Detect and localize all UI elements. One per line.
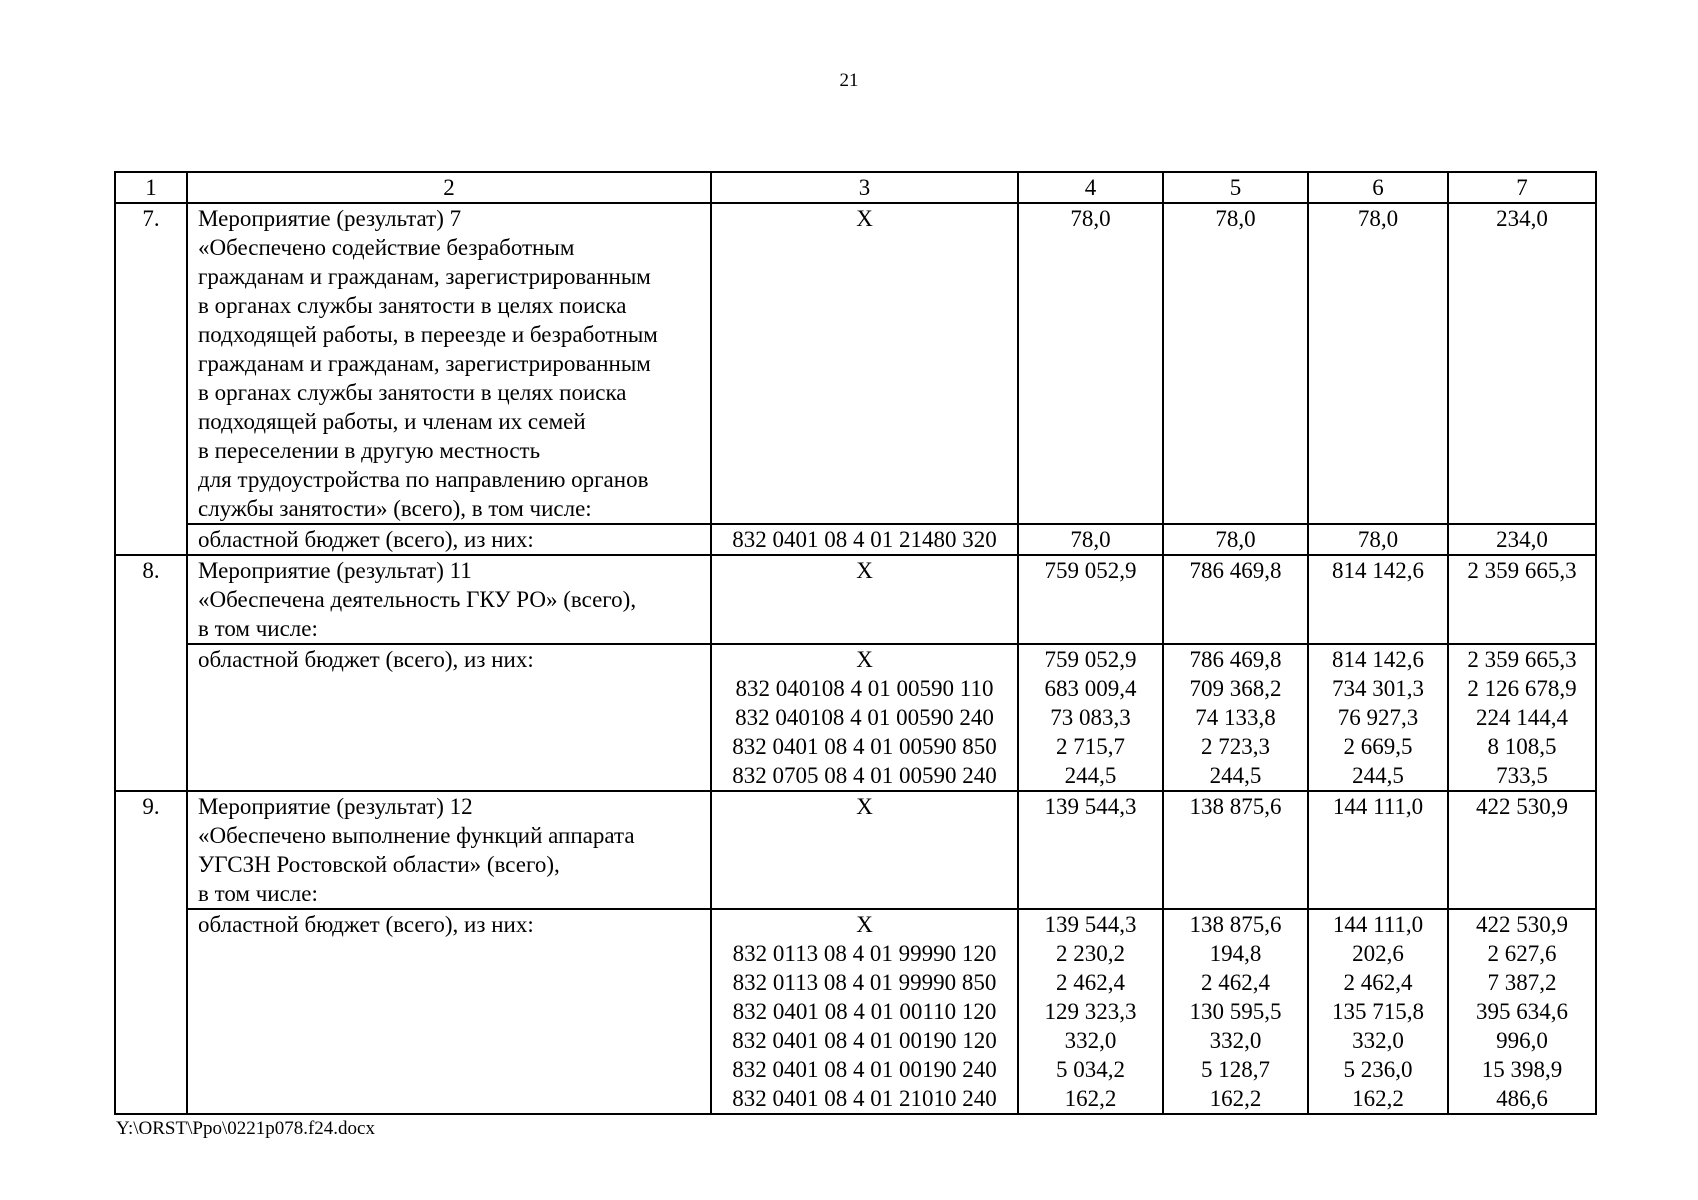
row-number: 7. bbox=[115, 203, 187, 555]
amount-value: 78,0 bbox=[1070, 206, 1111, 231]
amount-value: 8 108,5 bbox=[1487, 734, 1557, 759]
amount-value: 144 111,0 bbox=[1332, 912, 1424, 937]
budget-code-line: Х bbox=[856, 912, 873, 937]
budget-code-line: 832 0401 08 4 01 21480 320 bbox=[732, 527, 997, 552]
page-number: 21 bbox=[839, 70, 859, 91]
budget-code-line: 832 0401 08 4 01 00190 240 bbox=[732, 1057, 997, 1082]
amount-value: 2 126 678,9 bbox=[1467, 676, 1577, 701]
amount-value: 130 595,5 bbox=[1189, 999, 1282, 1024]
header-cell: 6 bbox=[1308, 172, 1448, 203]
amount-value: 5 034,2 bbox=[1056, 1057, 1125, 1082]
amount-value: 2 669,5 bbox=[1343, 734, 1413, 759]
amount-c4 bbox=[1018, 791, 1163, 909]
budget-codes bbox=[711, 909, 1018, 1114]
amount-value: 332,0 bbox=[1209, 1028, 1262, 1053]
budget-code-line: 832 0401 08 4 01 00110 120 bbox=[732, 999, 997, 1024]
regional-budget-label bbox=[187, 644, 711, 791]
amount-value: 786 469,8 bbox=[1189, 558, 1282, 583]
amount-value: 129 323,3 bbox=[1044, 999, 1137, 1024]
amount-value: 224 144,4 bbox=[1476, 705, 1568, 730]
regional-budget-label-text: областной бюджет (всего), из них: bbox=[198, 527, 534, 552]
budget-code-line: Х bbox=[856, 558, 873, 583]
amount-value: 786 469,8 bbox=[1189, 647, 1282, 672]
activity-title-line: гражданам и гражданам, зарегистрированным bbox=[198, 351, 651, 376]
amount-c7 bbox=[1448, 555, 1596, 644]
activity-title-line: Мероприятие (результат) 7 bbox=[198, 206, 462, 231]
amounts-c4 bbox=[1018, 909, 1163, 1114]
amount-value: 78,0 bbox=[1215, 527, 1256, 552]
budget-code-line: 832 040108 4 01 00590 240 bbox=[735, 705, 994, 730]
activity-title bbox=[187, 791, 711, 909]
header-row bbox=[115, 172, 1596, 203]
activity-title bbox=[187, 203, 711, 524]
activity-title-line: в том числе: bbox=[198, 881, 318, 906]
amounts-c6 bbox=[1308, 909, 1448, 1114]
regional-budget-row bbox=[115, 909, 1596, 1114]
amount-value: 78,0 bbox=[1215, 206, 1256, 231]
amount-value: 814 142,6 bbox=[1332, 558, 1424, 583]
amount-value: 733,5 bbox=[1496, 763, 1548, 788]
amount-value: 2 462,4 bbox=[1056, 970, 1125, 995]
amount-value: 759 052,9 bbox=[1044, 647, 1137, 672]
regional-budget-row bbox=[115, 644, 1596, 791]
amount-value: 78,0 bbox=[1357, 206, 1399, 231]
activity-title-line: Мероприятие (результат) 11 bbox=[198, 558, 472, 583]
activity-title-line: подходящей работы, и членам их семей bbox=[198, 409, 586, 434]
amount-value: 138 875,6 bbox=[1189, 912, 1282, 937]
amount-value: 138 875,6 bbox=[1189, 794, 1282, 819]
amount-value: 244,5 bbox=[1209, 763, 1262, 788]
amounts-c5 bbox=[1163, 909, 1308, 1114]
activity-title-line: «Обеспечено содействие безработным bbox=[198, 235, 575, 260]
amount-value: 234,0 bbox=[1496, 206, 1548, 231]
activity-title-line: Мероприятие (результат) 12 bbox=[198, 794, 473, 819]
amounts-c6 bbox=[1308, 644, 1448, 791]
header-cell: 5 bbox=[1163, 172, 1308, 203]
file-path: Y:\ORST\Ppo\0221p078.f24.docx bbox=[116, 1118, 375, 1139]
amounts-c7 bbox=[1448, 524, 1596, 555]
amounts-c7 bbox=[1448, 909, 1596, 1114]
amount-value: 162,2 bbox=[1352, 1086, 1404, 1111]
amount-c7 bbox=[1448, 791, 1596, 909]
row-number: 9. bbox=[115, 791, 187, 1114]
amounts-c6 bbox=[1308, 524, 1448, 555]
budget-code-line: 832 0113 08 4 01 99990 120 bbox=[732, 941, 997, 966]
amounts-c7 bbox=[1448, 644, 1596, 791]
amounts-c4 bbox=[1018, 524, 1163, 555]
amount-value: 759 052,9 bbox=[1044, 558, 1137, 583]
amount-value: 74 133,8 bbox=[1195, 705, 1276, 730]
amount-value: 5 236,0 bbox=[1343, 1057, 1413, 1082]
activity-title-line: в органах службы занятости в целях поиска bbox=[198, 380, 627, 405]
budget-code-line: Х bbox=[856, 794, 873, 819]
activity-title-line: службы занятости» (всего), в том числе: bbox=[198, 496, 592, 521]
amount-c7 bbox=[1448, 203, 1596, 524]
amount-value: 2 627,6 bbox=[1487, 941, 1557, 966]
regional-budget-row bbox=[115, 524, 1596, 555]
amounts-c5 bbox=[1163, 524, 1308, 555]
amount-c4 bbox=[1018, 203, 1163, 524]
amount-value: 683 009,4 bbox=[1044, 676, 1137, 701]
amount-value: 5 128,7 bbox=[1201, 1057, 1270, 1082]
amount-value: 422 530,9 bbox=[1476, 794, 1568, 819]
amounts-c4 bbox=[1018, 644, 1163, 791]
activity-title-line: УГСЗН Ростовской области» (всего), bbox=[198, 852, 560, 877]
amount-value: 15 398,9 bbox=[1481, 1057, 1563, 1082]
amount-value: 709 368,2 bbox=[1189, 676, 1282, 701]
row-number: 8. bbox=[115, 555, 187, 791]
amount-c4 bbox=[1018, 555, 1163, 644]
amount-value: 76 927,3 bbox=[1337, 705, 1419, 730]
budget-code-line: Х bbox=[856, 206, 873, 231]
amount-value: 996,0 bbox=[1496, 1028, 1548, 1053]
amount-value: 2 715,7 bbox=[1056, 734, 1125, 759]
budget-codes bbox=[711, 644, 1018, 791]
activity-title-line: в органах службы занятости в целях поиска bbox=[198, 293, 627, 318]
budget-code-line: 832 0705 08 4 01 00590 240 bbox=[732, 763, 997, 788]
budget-code-line: Х bbox=[856, 647, 873, 672]
amounts-c5 bbox=[1163, 644, 1308, 791]
budget-code-line: 832 040108 4 01 00590 110 bbox=[735, 676, 994, 701]
budget-code-line: 832 0113 08 4 01 99990 850 bbox=[732, 970, 997, 995]
amount-value: 244,5 bbox=[1064, 763, 1117, 788]
activity-row bbox=[115, 555, 1596, 644]
header-cell: 2 bbox=[187, 172, 711, 203]
activity-title-line: для трудоустройства по направлению органов bbox=[198, 467, 649, 492]
amount-value: 486,6 bbox=[1496, 1086, 1548, 1111]
amount-c6 bbox=[1308, 791, 1448, 909]
amount-value: 194,8 bbox=[1209, 941, 1262, 966]
header-cell: 7 bbox=[1448, 172, 1596, 203]
amount-value: 2 359 665,3 bbox=[1467, 558, 1577, 583]
amount-value: 78,0 bbox=[1070, 527, 1111, 552]
amount-value: 139 544,3 bbox=[1044, 912, 1137, 937]
budget-code bbox=[711, 203, 1018, 524]
amount-c5 bbox=[1163, 555, 1308, 644]
amount-value: 162,2 bbox=[1209, 1086, 1262, 1111]
amount-value: 135 715,8 bbox=[1332, 999, 1424, 1024]
budget-code bbox=[711, 555, 1018, 644]
activity-title-line: в том числе: bbox=[198, 616, 318, 641]
activity-title-line: «Обеспечена деятельность ГКУ РО» (всего), bbox=[198, 587, 637, 612]
amount-value: 395 634,6 bbox=[1476, 999, 1568, 1024]
header-cell: 3 bbox=[711, 172, 1018, 203]
header-cell: 1 bbox=[115, 172, 187, 203]
budget-code-line: 832 0401 08 4 01 00190 120 bbox=[732, 1028, 997, 1053]
regional-budget-label bbox=[187, 909, 711, 1114]
activity-row bbox=[115, 203, 1596, 524]
amount-value: 2 359 665,3 bbox=[1467, 647, 1577, 672]
amount-value: 144 111,0 bbox=[1332, 794, 1424, 819]
header-cell: 4 bbox=[1018, 172, 1163, 203]
amount-value: 422 530,9 bbox=[1476, 912, 1568, 937]
amount-value: 2 723,3 bbox=[1201, 734, 1270, 759]
amount-value: 332,0 bbox=[1064, 1028, 1117, 1053]
activity-title-line: гражданам и гражданам, зарегистрированным bbox=[198, 264, 651, 289]
amount-value: 202,6 bbox=[1352, 941, 1404, 966]
amount-c5 bbox=[1163, 791, 1308, 909]
amount-value: 734 301,3 bbox=[1332, 676, 1424, 701]
amount-value: 2 462,4 bbox=[1201, 970, 1270, 995]
amount-value: 2 230,2 bbox=[1056, 941, 1125, 966]
amount-c6 bbox=[1308, 203, 1448, 524]
amount-value: 234,0 bbox=[1496, 527, 1548, 552]
regional-budget-label-text: областной бюджет (всего), из них: bbox=[198, 647, 534, 672]
amount-value: 162,2 bbox=[1064, 1086, 1117, 1111]
budget-codes bbox=[711, 524, 1018, 555]
amount-value: 2 462,4 bbox=[1343, 970, 1413, 995]
regional-budget-label bbox=[187, 524, 711, 555]
activity-title bbox=[187, 555, 711, 644]
activity-row bbox=[115, 791, 1596, 909]
budget-code-line: 832 0401 08 4 01 21010 240 bbox=[732, 1086, 997, 1111]
amount-c5 bbox=[1163, 203, 1308, 524]
budget-code-line: 832 0401 08 4 01 00590 850 bbox=[732, 734, 997, 759]
budget-code bbox=[711, 791, 1018, 909]
activity-title-line: в переселении в другую местность bbox=[198, 438, 541, 463]
amount-value: 139 544,3 bbox=[1044, 794, 1137, 819]
amount-value: 7 387,2 bbox=[1487, 970, 1557, 995]
amount-c6 bbox=[1308, 555, 1448, 644]
activity-title-line: подходящей работы, в переезде и безработным bbox=[198, 322, 658, 347]
amount-value: 244,5 bbox=[1352, 763, 1404, 788]
amount-value: 814 142,6 bbox=[1332, 647, 1424, 672]
activity-title-line: «Обеспечено выполнение функций аппарата bbox=[198, 823, 635, 848]
regional-budget-label-text: областной бюджет (всего), из них: bbox=[198, 912, 534, 937]
budget-table bbox=[114, 171, 1597, 1115]
amount-value: 332,0 bbox=[1352, 1028, 1404, 1053]
amount-value: 73 083,3 bbox=[1050, 705, 1131, 730]
amount-value: 78,0 bbox=[1357, 527, 1399, 552]
